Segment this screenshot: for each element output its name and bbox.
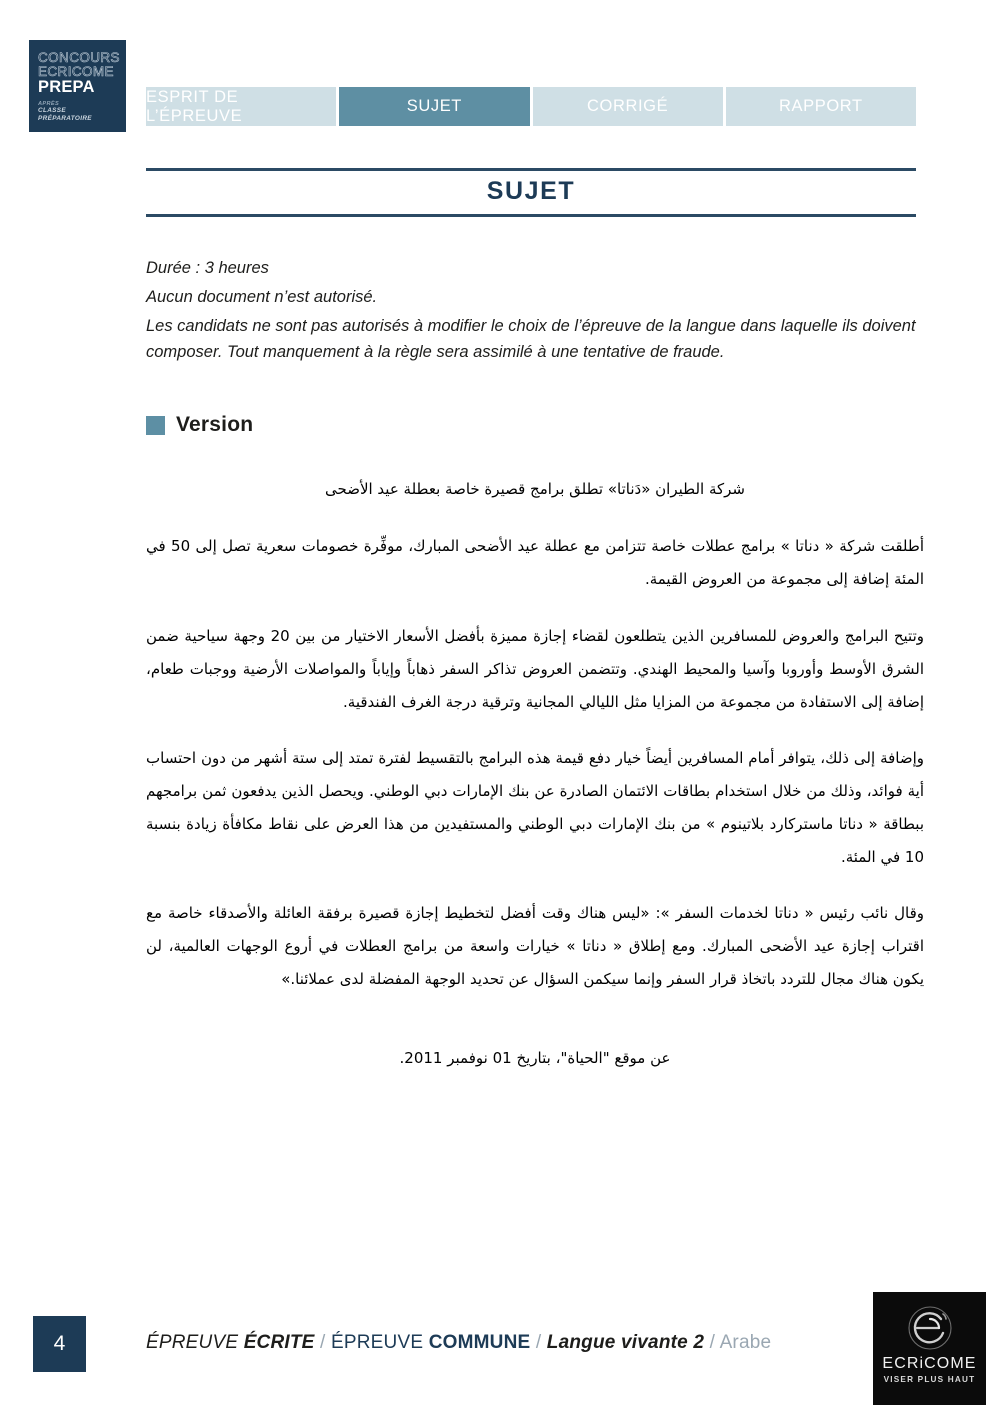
footer-language-arabe: Arabe (719, 1332, 772, 1353)
page-footer (0, 1287, 1004, 1417)
arabic-paragraph-3: وإضافة إلى ذلك، يتوافر أمام المسافرين أيضاً خيار دفع قيمة هذه البرامج بالتقسيط لفترة تمتد إلى ستة أشهر من دون احتساب أية فوائد، وذلك من خلال استخدام بطاقات الائتمان الصادرة عن بنك الإمارات دبي الوطني. ويحصل الذين يدفعون ثمن برامجهم ببطاقة « دناتا ماستركارد بلاتينوم » من بنك الإمارات دبي الوطني والمستفيدين من هذا العرض على نقاط مكافأة زيادة بنسبة 10 في المئة. (146, 749, 924, 866)
footer-separator-1: / (314, 1332, 331, 1353)
arabic-paragraph-4: وقال نائب رئيس « دناتا لخدمات السفر »: «ليس هناك وقت أفضل لتخطيط إجازة قصيرة برفقة العائلة والأصدقاء خاصة مع اقتراب إجازة عيد الأضحى المبارك. ومع إطلاق « دناتا » خيارات واسعة من برامج العطلات في أروع الوجهات العالمية، لن يكون هناك مجال للتردد باتخاذ قرار السفر وإنما سيكمن السؤال عن تحديد الوجهة المفضلة لدى عملائنا.» (146, 904, 924, 988)
ecricome-logo-name: ECRiCOME (882, 1355, 977, 1372)
footer-epreuve-label: ÉPREUVE (146, 1332, 244, 1353)
arabic-passage (146, 474, 924, 1075)
brand-line-prepa: PREPA (38, 78, 95, 96)
instruction-language-rule: Les candidats ne sont pas autorisés à modifier le choix de l’épreuve de la langue dans laquelle ils doivent composer. Tout manquement à la règle sera assimilé à une tentative de fraude. (146, 317, 916, 361)
brand-subtitle-apres: APRÈS (38, 101, 60, 107)
tab-rapport[interactable]: RAPPORT (726, 87, 916, 126)
brand-subtitle-classe-preparatoire: CLASSE PRÉPARATOIRE (38, 107, 92, 122)
exam-instructions (146, 255, 921, 368)
footer-commune-label: COMMUNE (428, 1332, 531, 1353)
tab-corrige[interactable]: CORRIGÉ (533, 87, 723, 126)
ecricome-monogram-icon (899, 1305, 961, 1351)
footer-ecrite-label: ÉCRITE (243, 1332, 315, 1353)
instruction-no-document: Aucun document n’est autorisé. (146, 288, 378, 306)
tab-esprit-de-lepreuve[interactable]: ESPRIT DE L’ÉPREUVE (146, 87, 336, 126)
page-header (0, 0, 1004, 170)
footer-separator-3: / (704, 1332, 720, 1353)
brand-line-concours: CONCOURS (38, 50, 120, 65)
footer-epreuve-commune-prefix: ÉPREUVE (331, 1332, 429, 1353)
page-title: SUJET (486, 177, 576, 205)
section-heading-label: Version (176, 413, 254, 436)
page-number: 4 (33, 1316, 86, 1372)
arabic-paragraph-1: أطلقت شركة « دناتا » برامج عطلات خاصة تتزامن مع عطلة عيد الأضحى المبارك، موفِّرة خصومات سعرية تصل إلى 50 في المئة إضافة إلى مجموعة من العروض القيمة. (146, 537, 924, 588)
instruction-duration: Durée : 3 heures (146, 259, 269, 277)
page-title-block (146, 168, 916, 217)
arabic-source-attribution: عن موقع "الحياة"، بتاريخ 01 نوفمبر 2011. (399, 1049, 671, 1067)
ecricome-logo-tagline: VISER PLUS HAUT (883, 1375, 976, 1384)
arabic-headline: شركة الطيران «دَناتا» تطلق برامج قصيرة خاصة بعطلة عيد الأضحى (325, 480, 745, 498)
ecricome-logo (873, 1292, 986, 1405)
concours-ecricome-prepa-logo (29, 40, 126, 132)
title-rule-bottom (146, 214, 916, 217)
footer-separator-2: / (530, 1332, 547, 1353)
arabic-paragraph-2: وتتيح البرامج والعروض للمسافرين الذين يتطلعون لقضاء إجازة مميزة بأفضل الأسعار الاختيار من بين 20 وجهة سياحية ضمن الشرق الأوسط وأوروبا وآسيا والمحيط الهندي. وتتضمن العروض تذاكر السفر ذهاباً وإياباً والمواصلات الأرضية ووجبات طعام، إضافة إلى الاستفادة من مجموعة من المزايا مثل الليالي المجانية وترقية درجة الغرف الفندقية. (146, 627, 924, 711)
section-tabs (146, 87, 916, 126)
square-bullet-icon (146, 416, 165, 435)
footer-breadcrumb (146, 1332, 771, 1354)
brand-line-ecricome: ECRICOME (38, 63, 114, 79)
section-heading-version (146, 413, 253, 437)
tab-sujet[interactable]: SUJET (339, 87, 529, 126)
footer-langue-vivante-label: Langue vivante 2 (546, 1332, 705, 1353)
